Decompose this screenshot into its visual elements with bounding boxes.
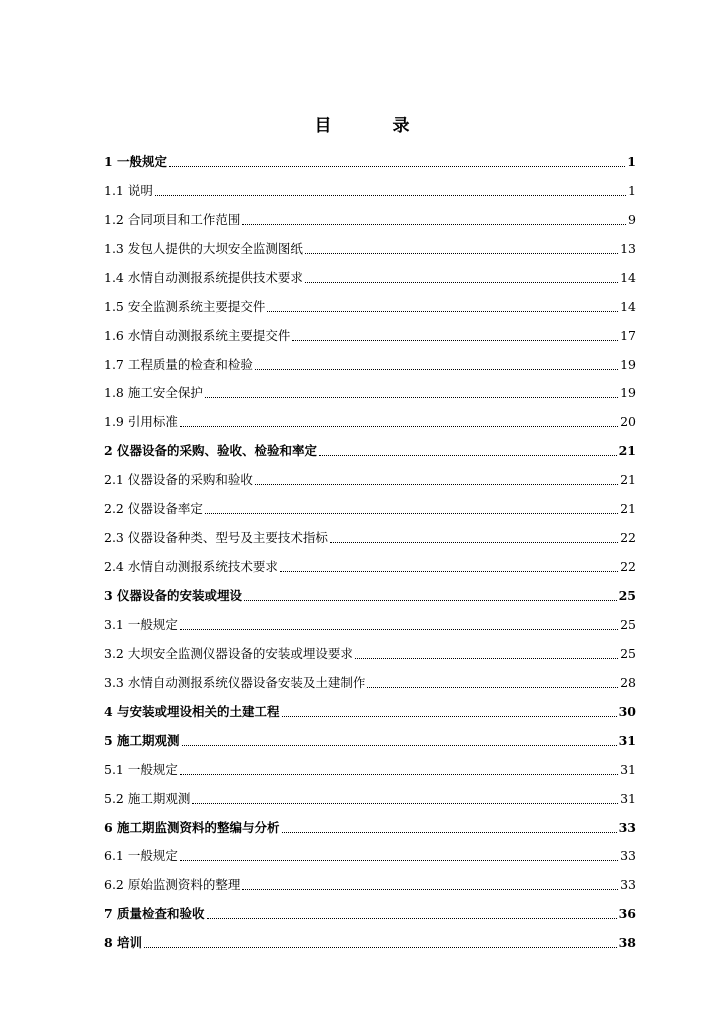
toc-dot-leader (255, 369, 618, 370)
toc-entry-page-number: 21 (618, 443, 636, 459)
toc-entry-page-number: 31 (620, 790, 636, 806)
toc-dot-leader (330, 542, 618, 543)
toc-entry-page-number: 38 (618, 935, 636, 951)
toc-entry-label: 2.2 仪器设备率定 (104, 501, 203, 517)
toc-entry-label: 6.2 原始监测资料的整理 (104, 877, 241, 893)
toc-entry-page-number: 33 (620, 877, 636, 893)
toc-dot-leader (282, 716, 617, 717)
toc-dot-leader (319, 455, 617, 456)
toc-entry[interactable] (104, 807, 636, 836)
toc-entry[interactable] (104, 893, 636, 922)
toc-entry[interactable] (104, 864, 636, 893)
toc-entry-page-number: 31 (618, 732, 636, 748)
toc-entry-page-number: 28 (620, 674, 636, 690)
page-title: 目 录 (314, 116, 432, 136)
toc-dot-leader (255, 484, 618, 485)
toc-entry[interactable] (104, 141, 636, 170)
toc-dot-leader (180, 426, 618, 427)
toc-entry-label: 1.4 水情自动测报系统提供技术要求 (104, 269, 303, 285)
toc-dot-leader (205, 513, 618, 514)
toc-entry-page-number: 17 (620, 327, 636, 343)
toc-entry-page-number: 1 (627, 153, 636, 169)
toc-entry-label: 3.3 水情自动测报系统仪器设备安装及土建制作 (104, 674, 366, 690)
toc-dot-leader (292, 340, 618, 341)
toc-entry[interactable] (104, 604, 636, 633)
toc-dot-leader (180, 860, 618, 861)
toc-entry[interactable] (104, 315, 636, 344)
toc-entry[interactable] (104, 401, 636, 430)
toc-entry-label: 1.9 引用标准 (104, 414, 178, 430)
toc-entry-page-number: 21 (620, 472, 636, 488)
toc-entry[interactable] (104, 517, 636, 546)
toc-dot-leader (355, 658, 618, 659)
toc-entry-page-number: 25 (620, 645, 636, 661)
toc-entry-page-number: 33 (620, 848, 636, 864)
toc-entry-label: 1.2 合同项目和工作范围 (104, 211, 241, 227)
toc-entry[interactable] (104, 170, 636, 199)
toc-dot-leader (305, 282, 618, 283)
toc-entry[interactable] (104, 691, 636, 720)
toc-entry-label: 1.8 施工安全保护 (104, 385, 203, 401)
toc-entry[interactable] (104, 922, 636, 951)
toc-entry-label: 2.3 仪器设备种类、型号及主要技术指标 (104, 530, 328, 546)
toc-entry[interactable] (104, 546, 636, 575)
toc-entry-label: 3.1 一般规定 (104, 616, 178, 632)
toc-entry-label: 2.4 水情自动测报系统技术要求 (104, 559, 278, 575)
toc-entry-label: 7 质量检查和验收 (104, 906, 205, 922)
toc-entry[interactable] (104, 662, 636, 691)
toc-dot-leader (267, 311, 618, 312)
toc-entry-page-number: 13 (620, 240, 636, 256)
toc-entry[interactable] (104, 749, 636, 778)
toc-entry-page-number: 14 (620, 298, 636, 314)
toc-entry-label: 6.1 一般规定 (104, 848, 178, 864)
toc-entry-label: 4 与安装或埋设相关的土建工程 (104, 703, 280, 719)
toc-entry[interactable] (104, 344, 636, 373)
toc-dot-leader (242, 224, 626, 225)
toc-dot-leader (155, 195, 626, 196)
toc-dot-leader (180, 774, 618, 775)
toc-entry-page-number: 22 (620, 530, 636, 546)
toc-dot-leader (205, 397, 618, 398)
toc-entry-label: 1.7 工程质量的检查和检验 (104, 356, 253, 372)
toc-entry-page-number: 19 (620, 385, 636, 401)
toc-entry-label: 3 仪器设备的安装或埋设 (104, 588, 243, 603)
toc-entry-page-number: 36 (618, 906, 636, 922)
toc-entry-label: 8 培训 (104, 935, 143, 951)
toc-entry[interactable] (104, 286, 636, 315)
toc-dot-leader (169, 166, 625, 167)
toc-entry-label: 5 施工期观测 (104, 732, 180, 748)
toc-entry-label: 1.6 水情自动测报系统主要提交件 (104, 327, 291, 343)
toc-entry-page-number: 19 (620, 356, 636, 372)
toc-entry[interactable] (104, 633, 636, 662)
toc-dot-leader (242, 889, 618, 890)
toc-entry-page-number: 25 (618, 588, 636, 603)
toc-dot-leader (282, 832, 617, 833)
toc-entry-page-number: 22 (620, 559, 636, 575)
toc-entry-label: 5.2 施工期观测 (104, 790, 191, 806)
toc-entry-label: 1.1 说明 (104, 182, 153, 198)
toc-entry-page-number: 31 (620, 761, 636, 777)
toc-entry[interactable] (104, 778, 636, 807)
toc-entry-page-number: 33 (618, 819, 636, 835)
toc-entry[interactable] (104, 575, 636, 604)
toc-entry-page-number: 20 (620, 414, 636, 430)
toc-entry-label: 2 仪器设备的采购、验收、检验和率定 (104, 443, 318, 459)
toc-dot-leader (305, 253, 618, 254)
toc-entry-page-number: 9 (628, 211, 636, 227)
toc-entry-label: 1.3 发包人提供的大坝安全监测图纸 (104, 240, 303, 256)
toc-entry[interactable] (104, 459, 636, 488)
toc-dot-leader (180, 629, 618, 630)
toc-entry-page-number: 21 (620, 501, 636, 517)
toc-entry-page-number: 30 (618, 703, 636, 719)
toc-dot-leader (367, 687, 618, 688)
toc-entry-label: 1.5 安全监测系统主要提交件 (104, 298, 266, 314)
toc-entry-label: 5.1 一般规定 (104, 761, 178, 777)
toc-entry-label: 6 施工期监测资料的整编与分析 (104, 819, 280, 835)
toc-entry[interactable] (104, 488, 636, 517)
toc-entry[interactable] (104, 836, 636, 865)
toc-entry-label: 2.1 仪器设备的采购和验收 (104, 472, 253, 488)
toc-entry[interactable] (104, 257, 636, 286)
toc-entry[interactable] (104, 228, 636, 257)
toc-entry-label: 3.2 大坝安全监测仪器设备的安装或埋设要求 (104, 645, 353, 661)
toc-entry-label: 1 一般规定 (104, 153, 168, 169)
toc-dot-leader (182, 745, 617, 746)
toc-entry[interactable] (104, 430, 636, 459)
toc-entry[interactable] (104, 199, 636, 228)
table-of-contents (104, 141, 636, 951)
toc-dot-leader (280, 571, 618, 572)
toc-dot-leader (192, 803, 618, 804)
toc-entry[interactable] (104, 720, 636, 749)
toc-entry[interactable] (104, 373, 636, 402)
toc-entry-page-number: 1 (628, 182, 636, 198)
toc-dot-leader (244, 600, 617, 601)
toc-entry-page-number: 14 (620, 269, 636, 285)
toc-entry-page-number: 25 (620, 616, 636, 632)
toc-dot-leader (207, 918, 617, 919)
toc-dot-leader (144, 947, 617, 948)
